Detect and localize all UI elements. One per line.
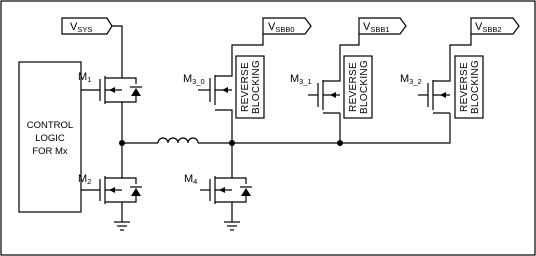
m2-sub: 2 xyxy=(87,177,92,186)
svg-text:M1 xyxy=(78,71,91,84)
control-line-1: CONTROL xyxy=(26,120,74,131)
m4-label: M xyxy=(184,173,194,185)
svg-text:M3_2 xyxy=(400,73,422,86)
m1-sub: 1 xyxy=(87,75,92,84)
rail-tag-vsbb2 xyxy=(471,18,519,34)
rail-vsbb2-sub: SBB2 xyxy=(482,25,502,34)
rail-tag-vsbb0 xyxy=(263,18,311,34)
reverse-blocking-box-2 xyxy=(455,56,483,118)
rail-tag-vsys xyxy=(62,18,112,34)
svg-text:M3_1 xyxy=(290,73,312,86)
svg-text:VSBB1 xyxy=(363,21,390,34)
svg-text:M4 xyxy=(184,173,197,186)
rail-tag-vsbb1 xyxy=(359,18,406,34)
m32-sub: 3_2 xyxy=(409,77,422,86)
svg-text:M3_0 xyxy=(183,73,205,86)
m30-sub: 3_0 xyxy=(192,77,205,86)
m1-label: M xyxy=(78,71,88,83)
rb0-line2: BLOCKING xyxy=(251,59,262,115)
transistor-m1 xyxy=(78,68,142,143)
inductor-icon xyxy=(158,138,198,143)
ground-icon xyxy=(114,222,130,230)
m31-sub: 3_1 xyxy=(299,77,312,86)
transistor-m4 xyxy=(184,143,252,222)
m31-label: M xyxy=(290,73,300,85)
control-line-3: FOR Mx xyxy=(32,146,68,157)
svg-text:M2 xyxy=(78,173,91,186)
rail-vsbb0-prefix: V xyxy=(268,21,276,33)
rb0-line1: REVERSE xyxy=(240,62,251,112)
rail-vsbb2-prefix: V xyxy=(475,21,483,33)
reverse-blocking-box-1 xyxy=(344,56,372,118)
control-logic-block xyxy=(19,62,81,212)
transistor-m2 xyxy=(78,143,142,222)
rail-vsys-sub: SYS xyxy=(77,25,93,34)
control-line-2: LOGIC xyxy=(35,133,65,144)
svg-text:VSBB2 xyxy=(475,21,502,34)
rail-vsbb1-prefix: V xyxy=(363,21,371,33)
reverse-blocking-box-0 xyxy=(236,56,264,118)
svg-text:VSBB0 xyxy=(268,21,295,34)
m32-label: M xyxy=(400,73,410,85)
rail-vsys-prefix: V xyxy=(70,21,78,33)
rb2-line1: REVERSE xyxy=(459,62,470,112)
m4-sub: 4 xyxy=(193,177,198,186)
rb1-line2: BLOCKING xyxy=(359,59,370,115)
wire-vsys xyxy=(112,26,122,68)
ground-icon xyxy=(224,222,240,230)
rb1-line1: REVERSE xyxy=(348,62,359,112)
m2-label: M xyxy=(78,173,88,185)
rb2-line2: BLOCKING xyxy=(470,59,481,115)
svg-text:VSYS xyxy=(70,21,92,34)
rail-vsbb1-sub: SBB1 xyxy=(370,25,390,34)
m30-label: M xyxy=(183,73,193,85)
rail-vsbb0-sub: SBB0 xyxy=(275,25,295,34)
